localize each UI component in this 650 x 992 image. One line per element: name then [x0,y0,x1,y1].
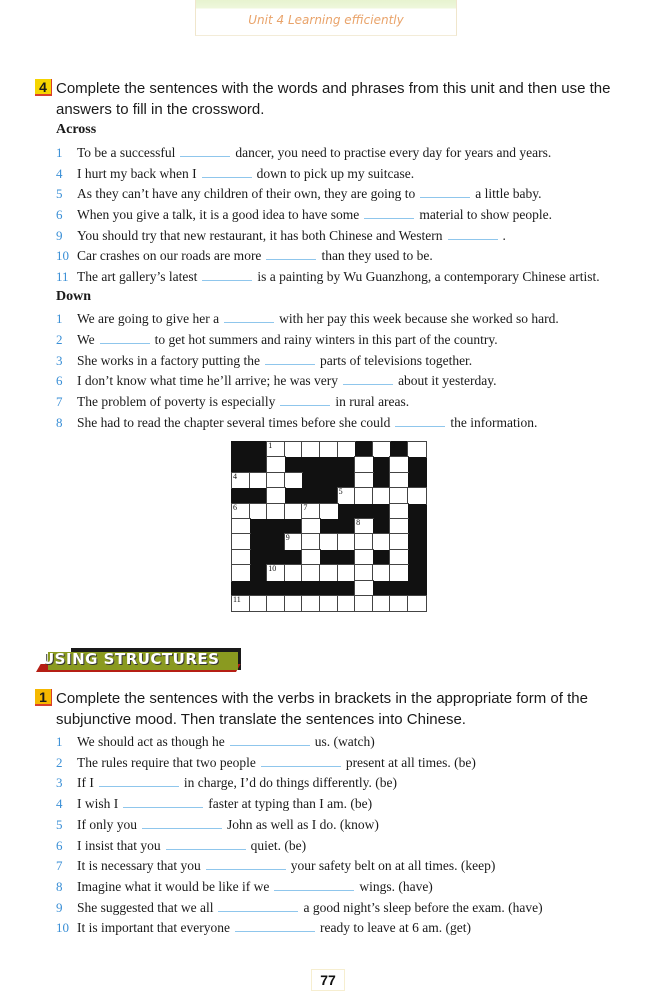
across-clue: 9 You should try that new restaurant, it has both Chinese and Western . [56,228,506,243]
crossword-cell[interactable] [355,581,373,596]
crossword-cell[interactable] [302,596,320,611]
clue-number: 9 [285,533,290,543]
crossword-block [285,457,303,472]
crossword-cell[interactable] [338,596,356,611]
crossword-block [320,581,338,596]
crossword-cell[interactable] [373,596,391,611]
task1-number-badge: 1 [35,689,52,706]
crossword-cell[interactable] [338,565,356,580]
down-clue: 8 She had to read the chapter several times before she could the information. [56,415,538,430]
section-title: USING STRUCTURES [42,650,220,668]
crossword-block [250,488,268,503]
crossword-cell[interactable] [320,504,338,519]
page-number: 77 [311,969,345,991]
crossword-block [285,519,303,534]
across-clue: 4 I hurt my back when I down to pick up my suitcase. [56,166,415,181]
crossword-cell[interactable] [302,550,320,565]
down-clue: 6 I don’t know what time he’ll arrive; he was very about it yesterday. [56,373,497,388]
crossword-cell[interactable] [250,596,268,611]
crossword-cell[interactable] [285,596,303,611]
crossword-block [250,457,268,472]
down-clue: 2 We to get hot summers and rainy winters in this part of the country. [56,332,498,347]
crossword-cell[interactable] [355,534,373,549]
crossword-block [390,581,408,596]
crossword-block [373,519,391,534]
exercise-item: 5 If only you John as well as I do. (know) [56,817,379,832]
crossword-cell[interactable] [302,442,320,457]
exercise-item: 9 She suggested that we all a good night’s sleep before the exam. (have) [56,900,543,915]
crossword-cell[interactable] [408,596,426,611]
crossword-cell[interactable] [355,550,373,565]
clue-number: 4 [233,471,237,481]
crossword-cell[interactable] [232,504,250,519]
crossword-cell[interactable] [320,442,338,457]
crossword-block [338,457,356,472]
exercise-item: 2 The rules require that two people present at all times. (be) [56,755,476,770]
crossword-cell[interactable] [390,488,408,503]
answer-blank[interactable] [420,188,470,198]
crossword-block [373,473,391,488]
crossword-cell[interactable] [390,550,408,565]
crossword-block [232,581,250,596]
crossword-cell[interactable] [285,534,303,549]
crossword-block [320,519,338,534]
across-clue: 1 To be a successful dancer, you need to practise every day for years and years. [56,145,552,160]
task1-instruction: 1 Complete the sentences with the verbs in brackets in the appropriate form of the subjunctive mood. Then translate the sentences into Chinese. [35,688,588,730]
crossword-cell[interactable] [390,596,408,611]
task4-instruction: 4 Complete the sentences with the words and phrases from this unit and then use the answers to fill in the crossword. [35,78,611,120]
answer-blank[interactable] [235,922,315,932]
crossword-cell[interactable] [232,519,250,534]
crossword-block [408,504,426,519]
answer-blank[interactable] [364,209,414,219]
unit-title: Unit 4 Learning efficiently [248,13,404,27]
exercise-item: 3 If I in charge, I’d do things differently. (be) [56,775,397,790]
crossword-cell[interactable] [320,596,338,611]
crossword-block [338,504,356,519]
exercise-item: 10 It is important that everyone ready to leave at 6 am. (get) [56,920,472,935]
using-structures-banner [36,640,246,676]
crossword-block [267,581,285,596]
crossword-block [355,504,373,519]
crossword-cell[interactable] [390,565,408,580]
crossword-block [302,457,320,472]
crossword-cell[interactable] [338,488,356,503]
across-heading: Across [56,122,97,137]
crossword-cell[interactable] [285,473,303,488]
answer-blank[interactable] [274,881,354,891]
clue-number: 5 [338,487,343,497]
exercise-item: 6 I insist that you quiet. (be) [56,838,307,853]
crossword-cell[interactable] [373,488,391,503]
crossword-cell[interactable] [408,442,426,457]
crossword-block [302,581,320,596]
crossword-block [408,519,426,534]
answer-blank[interactable] [224,313,274,323]
crossword-cell[interactable] [390,504,408,519]
crossword-cell[interactable] [373,442,391,457]
crossword-block [232,488,250,503]
exercise-item: 8 Imagine what it would be like if we wings. (have) [56,879,433,894]
answer-blank[interactable] [202,271,252,281]
across-clue: 11 The art gallery’s latest is a painting by Wu Guanzhong, a contemporary Chinese artist. [56,269,600,284]
crossword-block [408,457,426,472]
crossword-cell[interactable] [390,457,408,472]
crossword-block [250,534,268,549]
crossword-block [408,473,426,488]
down-clue: 7 The problem of poverty is especially in rural areas. [56,394,410,409]
answer-blank[interactable] [123,798,203,808]
across-clue: 5 As they can’t have any children of their own, they are going to a little baby. [56,186,542,201]
crossword-cell[interactable] [390,473,408,488]
crossword-cell[interactable] [302,565,320,580]
across-clue: 6 When you give a talk, it is a good idea to have some material to show people. [56,207,553,222]
crossword-cell[interactable] [232,565,250,580]
crossword-cell[interactable] [267,457,285,472]
down-heading: Down [56,289,92,304]
clue-number: 8 [356,517,361,527]
answer-blank[interactable] [266,250,316,260]
crossword-block [338,519,356,534]
crossword-cell[interactable] [267,596,285,611]
crossword-block [373,504,391,519]
answer-blank[interactable] [230,736,310,746]
exercise-item: 7 It is necessary that you your safety belt on at all times. (keep) [56,858,496,873]
crossword-block [285,488,303,503]
answer-blank[interactable] [206,860,286,870]
crossword-cell[interactable] [232,534,250,549]
crossword-cell[interactable] [267,565,285,580]
crossword-cell[interactable] [302,504,320,519]
crossword-cell[interactable] [355,457,373,472]
exercise-item: 4 I wish I faster at typing than I am. (be) [56,796,373,811]
crossword-block [390,442,408,457]
crossword-cell[interactable] [320,565,338,580]
crossword-block [267,534,285,549]
crossword-cell[interactable] [250,504,268,519]
answer-blank[interactable] [166,840,246,850]
crossword-block [408,581,426,596]
answer-blank[interactable] [202,168,252,178]
answer-blank[interactable] [99,777,179,787]
crossword-cell[interactable] [232,550,250,565]
crossword-cell[interactable] [302,519,320,534]
exercise-item: 1 We should act as though he us. (watch) [56,734,375,749]
crossword-cell[interactable] [373,565,391,580]
crossword-block [408,550,426,565]
crossword-cell[interactable] [267,442,285,457]
crossword-cell[interactable] [355,596,373,611]
crossword-cell[interactable] [355,519,373,534]
crossword-cell[interactable] [232,596,250,611]
crossword-block [267,550,285,565]
crossword-cell[interactable] [390,534,408,549]
crossword-block [302,488,320,503]
crossword-block [373,550,391,565]
crossword-cell[interactable] [267,504,285,519]
answer-blank[interactable] [343,375,393,385]
unit-header-banner [195,0,457,36]
answer-blank[interactable] [395,417,445,427]
crossword-cell[interactable] [355,565,373,580]
crossword-cell[interactable] [285,565,303,580]
clue-number: 11 [233,594,241,604]
crossword-block [408,565,426,580]
answer-blank[interactable] [448,230,498,240]
clue-number: 7 [303,502,308,512]
crossword-cell[interactable] [373,534,391,549]
crossword-block [250,442,268,457]
crossword-block [250,565,268,580]
crossword-block [285,550,303,565]
crossword-block [373,581,391,596]
crossword-block [285,581,303,596]
crossword-cell[interactable] [390,519,408,534]
crossword-block [250,519,268,534]
crossword-cell[interactable] [232,473,250,488]
clue-number: 2 [356,441,361,450]
crossword-block [232,442,250,457]
crossword-block [355,442,373,457]
answer-blank[interactable] [261,757,341,767]
clue-number: 10 [268,564,277,574]
crossword-cell[interactable] [338,442,356,457]
crossword-cell[interactable] [302,534,320,549]
crossword-grid [231,441,427,612]
crossword-block [250,581,268,596]
crossword-cell[interactable] [355,488,373,503]
crossword-block [320,473,338,488]
crossword-block [338,581,356,596]
clue-number: 3 [391,441,396,450]
crossword-block [338,550,356,565]
crossword-block [373,457,391,472]
crossword-block [408,534,426,549]
down-clue: 1 We are going to give her a with her pay this week because she worked so hard. [56,311,559,326]
answer-blank[interactable] [180,147,230,157]
answer-blank[interactable] [100,334,150,344]
answer-blank[interactable] [265,355,315,365]
crossword-cell[interactable] [250,473,268,488]
answer-blank[interactable] [218,902,298,912]
task4-number-badge: 4 [35,79,52,96]
down-clue: 3 She works in a factory putting the parts of televisions together. [56,353,473,368]
clue-number: 1 [268,441,273,450]
crossword-block [320,457,338,472]
crossword-cell[interactable] [267,488,285,503]
crossword-cell[interactable] [355,473,373,488]
crossword-cell[interactable] [320,534,338,549]
crossword-cell[interactable] [285,442,303,457]
crossword-cell[interactable] [267,473,285,488]
clue-number: 6 [233,502,237,512]
crossword-cell[interactable] [285,504,303,519]
across-clue: 10 Car crashes on our roads are more than they used to be. [56,248,433,263]
crossword-block [320,550,338,565]
crossword-block [302,473,320,488]
crossword-block [338,473,356,488]
crossword-block [232,457,250,472]
crossword-cell[interactable] [338,534,356,549]
crossword-block [267,519,285,534]
answer-blank[interactable] [280,396,330,406]
crossword-block [250,550,268,565]
crossword-block [320,488,338,503]
crossword-cell[interactable] [408,488,426,503]
answer-blank[interactable] [142,819,222,829]
